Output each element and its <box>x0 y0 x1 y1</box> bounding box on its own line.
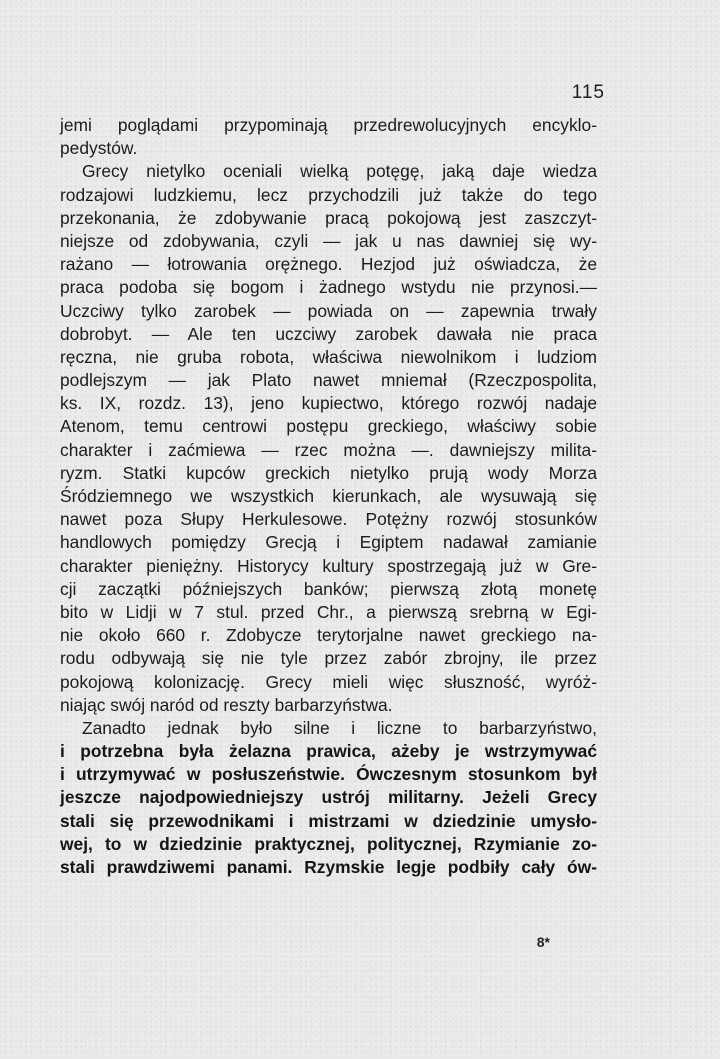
text-line: nie około 660 r. Zdobycze terytorjalne nawet greckiego na- <box>60 625 597 646</box>
text-line: cji zaczątki późniejszych banków; pierwszą złotą monetę <box>60 578 597 599</box>
text-line: Śródziemnego we wszystkich kierunkach, ale wysuwają się <box>60 486 597 506</box>
text-line: niając swój naród od reszty barbarzyństwa. <box>60 694 393 715</box>
text-line: stali prawdziwemi panami. Rzymskie legje podbiły cały ów- <box>60 857 597 877</box>
text-line: i potrzebna była żelazna prawica, ażeby je wstrzymywać <box>60 741 597 762</box>
text-line: praca podoba się bogom i żadnego wstydu nie przynosi.— <box>60 277 597 298</box>
text-line: rodu odbywają się nie tyle przez zabór zbrojny, ile przez <box>60 648 597 669</box>
text-line: bito w Lidji w 7 stul. przed Chr., a pierwszą srebrną w Egi- <box>60 601 597 622</box>
text-line: wej, to w dziedzinie praktycznej, politycznej, Rzymianie zo- <box>60 833 597 854</box>
text-line: rażano — łotrowania orężnego. Hezjod już oświadcza, że <box>60 254 597 275</box>
text-line: ręczna, nie gruba robota, właściwa niewolnikom i ludziom <box>60 346 597 367</box>
body-text <box>60 114 597 879</box>
text-line: przekonania, że zdobywanie pracą pokojową jest zaszczyt- <box>60 207 597 228</box>
text-line: charakter i zaćmiewa — rzec można —. dawniejszy milita- <box>60 439 597 460</box>
text-line: charakter pieniężny. Historycy kultury spostrzegają już w Gre- <box>60 555 597 576</box>
text-line: pokojową kolonizację. Grecy mieli więc słuszność, wyróż- <box>60 671 597 692</box>
text-line: jemi poglądami przypominają przedrewolucyjnych encyklo- <box>60 115 597 135</box>
text-line: Uczciwy tylko zarobek — powiada on — zapewnia trwały <box>60 300 597 321</box>
text-line: rodzajowi ludzkiemu, lecz przychodzili już także do tego <box>60 184 597 205</box>
printer-signature-mark: 8* <box>536 934 550 950</box>
text-line: ryzm. Statki kupców greckich nietylko prują wody Morza <box>60 462 597 483</box>
text-line: i utrzymywać w posłuszeństwie. Ówczesnym stosunkom był <box>60 764 597 785</box>
text-line: jeszcze najodpowiedniejszy ustrój militarny. Jeżeli Grecy <box>60 787 597 808</box>
page-number: 115 <box>571 82 605 103</box>
text-line: Atenom, temu centrowi postępu greckiego, właściwy sobie <box>60 416 597 437</box>
text-line: Grecy nietylko oceniali wielką potęgę, jaką daje wiedza <box>82 161 597 182</box>
text-line: Zanadto jednak było silne i liczne to barbarzyństwo, <box>82 717 597 738</box>
text-line: stali się przewodnikami i mistrzami w dziedzinie umysło- <box>60 810 597 831</box>
text-line: handlowych pomiędzy Grecją i Egiptem nadawał zamianie <box>60 532 597 553</box>
text-line: dobrobyt. — Ale ten uczciwy zarobek dawała nie praca <box>60 323 597 344</box>
text-line: pedystów. <box>60 138 138 159</box>
text-line: ks. IX, rozdz. 13), jeno kupiectwo, którego rozwój nadaje <box>60 393 597 414</box>
text-line: nawet poza Słupy Herkulesowe. Potężny rozwój stosunków <box>60 509 597 530</box>
text-line: podlejszym — jak Plato nawet mniemał (Rzeczpospolita, <box>60 370 597 391</box>
text-line: niejsze od zdobywania, czyli — jak u nas dawniej się wy- <box>60 230 597 251</box>
